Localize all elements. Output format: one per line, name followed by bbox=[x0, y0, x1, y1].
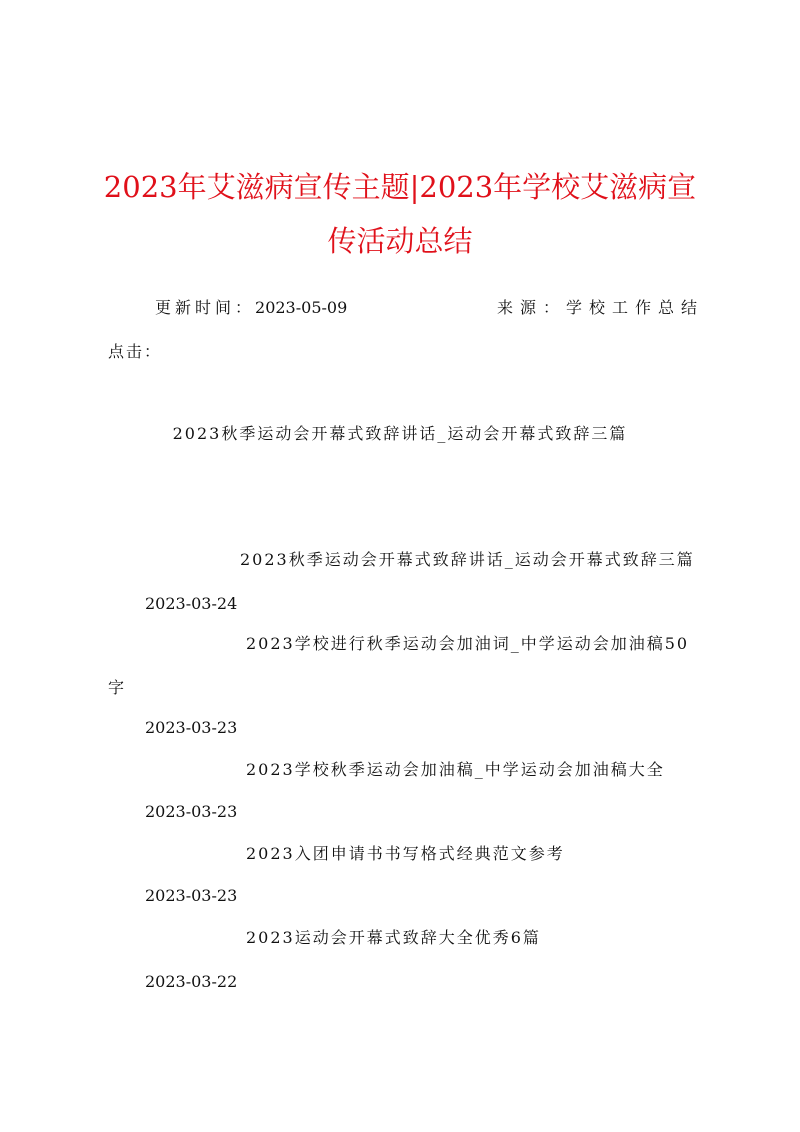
article-date-2: 2023-03-23 bbox=[145, 718, 238, 737]
document-title-line-2: 传活动总结 bbox=[327, 224, 473, 258]
article-date-1: 2023-03-24 bbox=[145, 594, 238, 613]
updated-date: 2023-05-09 bbox=[255, 298, 348, 317]
article-link-2[interactable]: 2023学校进行秋季运动会加油词_中学运动会加油稿50 bbox=[246, 634, 690, 653]
article-link-3[interactable]: 2023学校秋季运动会加油稿_中学运动会加油稿大全 bbox=[246, 760, 665, 779]
article-link-5[interactable]: 2023运动会开幕式致辞大全优秀6篇 bbox=[246, 928, 541, 947]
article-date-3: 2023-03-23 bbox=[145, 802, 238, 821]
featured-article-link[interactable]: 2023秋季运动会开幕式致辞讲话_运动会开幕式致辞三篇 bbox=[172, 424, 628, 443]
source-value: 学校工作总结 bbox=[566, 298, 705, 317]
click-label: 点击： bbox=[108, 342, 163, 361]
article-date-5: 2023-03-22 bbox=[145, 972, 238, 991]
source-meta bbox=[497, 294, 704, 322]
article-link-4[interactable]: 2023入团申请书书写格式经典范文参考 bbox=[246, 844, 565, 863]
updated-label: 更新时间： bbox=[155, 298, 256, 317]
article-link-1[interactable]: 2023秋季运动会开幕式致辞讲话_运动会开幕式致辞三篇 bbox=[240, 550, 695, 569]
article-date-4: 2023-03-23 bbox=[145, 886, 238, 905]
updated-meta bbox=[155, 294, 347, 322]
article-link-2-continued[interactable]: 字 bbox=[108, 678, 127, 697]
document-title-line-1: 2023年艾滋病宣传主题|2023年学校艾滋病宣 bbox=[103, 170, 697, 204]
source-label: 来源： bbox=[497, 298, 567, 317]
